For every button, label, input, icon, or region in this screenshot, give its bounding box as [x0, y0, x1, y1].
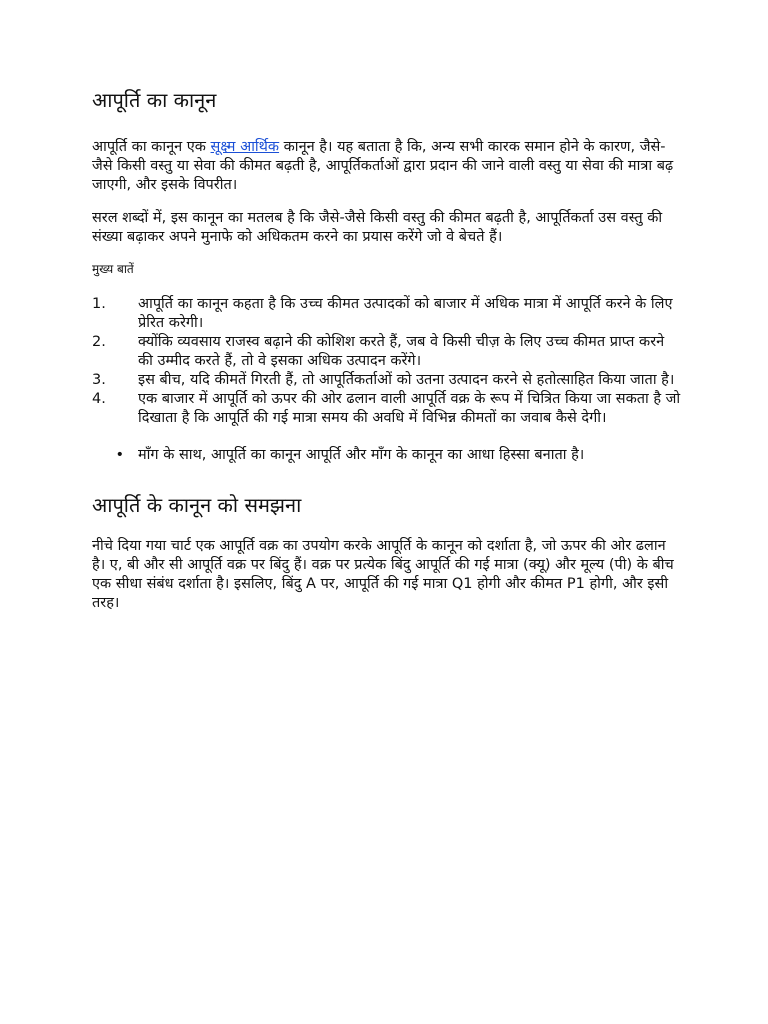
simple-words-paragraph: सरल शब्दों में, इस कानून का मतलब है कि जैसे-जैसे किसी वस्तु की कीमत बढ़ती है, आपूर्तिकर्ता उस वस्तु की संख्या बढ़ाकर अपने मुनाफे को अधिकतम करने का प्रयास करेंगे जो वे बेचते हैं। — [92, 210, 663, 245]
key-point-number: 1. — [92, 296, 106, 312]
key-point-item — [92, 295, 682, 333]
page-title: आपूर्ति का कानून — [92, 88, 217, 112]
key-point-text: आपूर्ति का कानून कहता है कि उच्च कीमत उत्पादकों को बाजार में अधिक मात्रा में आपूर्ति करने के लिए प्रेरित करेगी। — [138, 296, 673, 331]
key-point-number: 2. — [92, 334, 106, 350]
bullet-dot-icon: • — [115, 447, 124, 463]
key-points-label: मुख्य बातें — [92, 262, 134, 276]
key-point-number: 4. — [92, 391, 106, 407]
bullet-item — [92, 446, 682, 465]
key-point-item — [92, 371, 682, 390]
bullet-text: माँग के साथ, आपूर्ति का कानून आपूर्ति और माँग के कानून का आधा हिस्सा बनाता है। — [138, 447, 585, 463]
microeconomic-link[interactable]: सूक्ष्म आर्थिक — [210, 139, 280, 155]
section-heading: आपूर्ति के कानून को समझना — [92, 493, 302, 517]
document-page — [92, 86, 682, 627]
intro-paragraph — [92, 138, 682, 195]
key-point-text: क्योंकि व्यवसाय राजस्व बढ़ाने की कोशिश करते हैं, जब वे किसी चीज़ के लिए उच्च कीमत प्राप्त करने की उम्मीद करते हैं, तो वे इसका अधिक उत्पादन करेंगे। — [138, 334, 665, 369]
key-points-list — [92, 295, 682, 428]
key-point-item — [92, 390, 682, 428]
key-point-number: 3. — [92, 372, 106, 388]
bullet-list — [92, 446, 682, 465]
key-point-item — [92, 333, 682, 371]
intro-text-end: कानून है। यह बताता है कि, अन्य सभी कारक समान होने के कारण, जैसे-जैसे किसी वस्तु या सेवा की कीमत बढ़ती है, आपूर्तिकर्ताओं द्वारा प्रदान की जाने वाली वस्तु या सेवा की मात्रा बढ़ जाएगी, और इसके विपरीत। — [92, 139, 674, 193]
key-point-text: एक बाजार में आपूर्ति को ऊपर की ओर ढलान वाली आपूर्ति वक्र के रूप में चित्रित किया जा सकता है जो दिखाता है कि आपूर्ति की गई मात्रा समय की अवधि में विभिन्न कीमतों का जवाब कैसे देगी। — [138, 391, 681, 426]
section-body-paragraph: नीचे दिया गया चार्ट एक आपूर्ति वक्र का उपयोग करके आपूर्ति के कानून को दर्शाता है, जो ऊपर की ओर ढलान है। ए, बी और सी आपूर्ति वक्र पर बिंदु हैं। वक्र पर प्रत्येक बिंदु आपूर्ति की गई मात्रा (क्यू) और मूल्य (पी) के बीच एक सीधा संबंध दर्शाता है। इसलिए, बिंदु A पर, आपूर्ति की गई मात्रा Q1 होगी और कीमत P1 होगी, और इसी तरह। — [92, 538, 674, 611]
key-point-text: इस बीच, यदि कीमतें गिरती हैं, तो आपूर्तिकर्ताओं को उतना उत्पादन करने से हतोत्साहित किया जाता है। — [138, 372, 675, 388]
intro-text-start: आपूर्ति का कानून एक — [92, 139, 211, 155]
